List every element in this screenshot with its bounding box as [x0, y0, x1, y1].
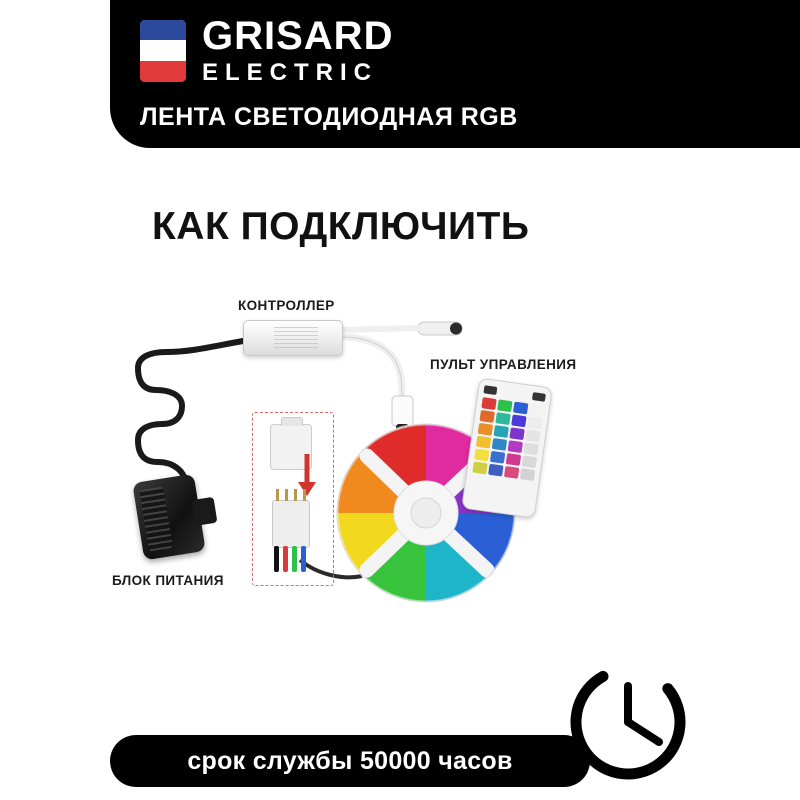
header-panel [110, 0, 800, 148]
brand-text [202, 16, 393, 85]
flag-icon [140, 20, 186, 82]
rgb-wires [272, 546, 308, 572]
label-controller: КОНТРОЛЛЕР [238, 298, 335, 313]
brand-name: GRISARD [202, 14, 394, 58]
lifetime-badge-text: срок службы 50000 часов [187, 746, 513, 775]
brand-row [140, 16, 393, 85]
power-supply-adapter [132, 474, 205, 561]
label-power-supply: БЛОК ПИТАНИЯ [112, 573, 224, 588]
connector-pins [276, 489, 306, 501]
product-title: ЛЕНТА СВЕТОДИОДНАЯ RGB [140, 103, 518, 131]
remote-button-grid[interactable] [472, 397, 544, 481]
controller-label-strip [274, 327, 318, 349]
brand-subtitle: ELECTRIC [202, 59, 378, 86]
page-title: КАК ПОДКЛЮЧИТЬ [152, 205, 530, 248]
rgb-connector-plug [272, 500, 310, 548]
led-controller [243, 320, 343, 356]
label-remote: ПУЛЬТ УПРАВЛЕНИЯ [430, 357, 577, 372]
lifetime-badge [110, 735, 590, 787]
adapter-fins [139, 487, 172, 552]
remote-control[interactable] [461, 377, 553, 518]
